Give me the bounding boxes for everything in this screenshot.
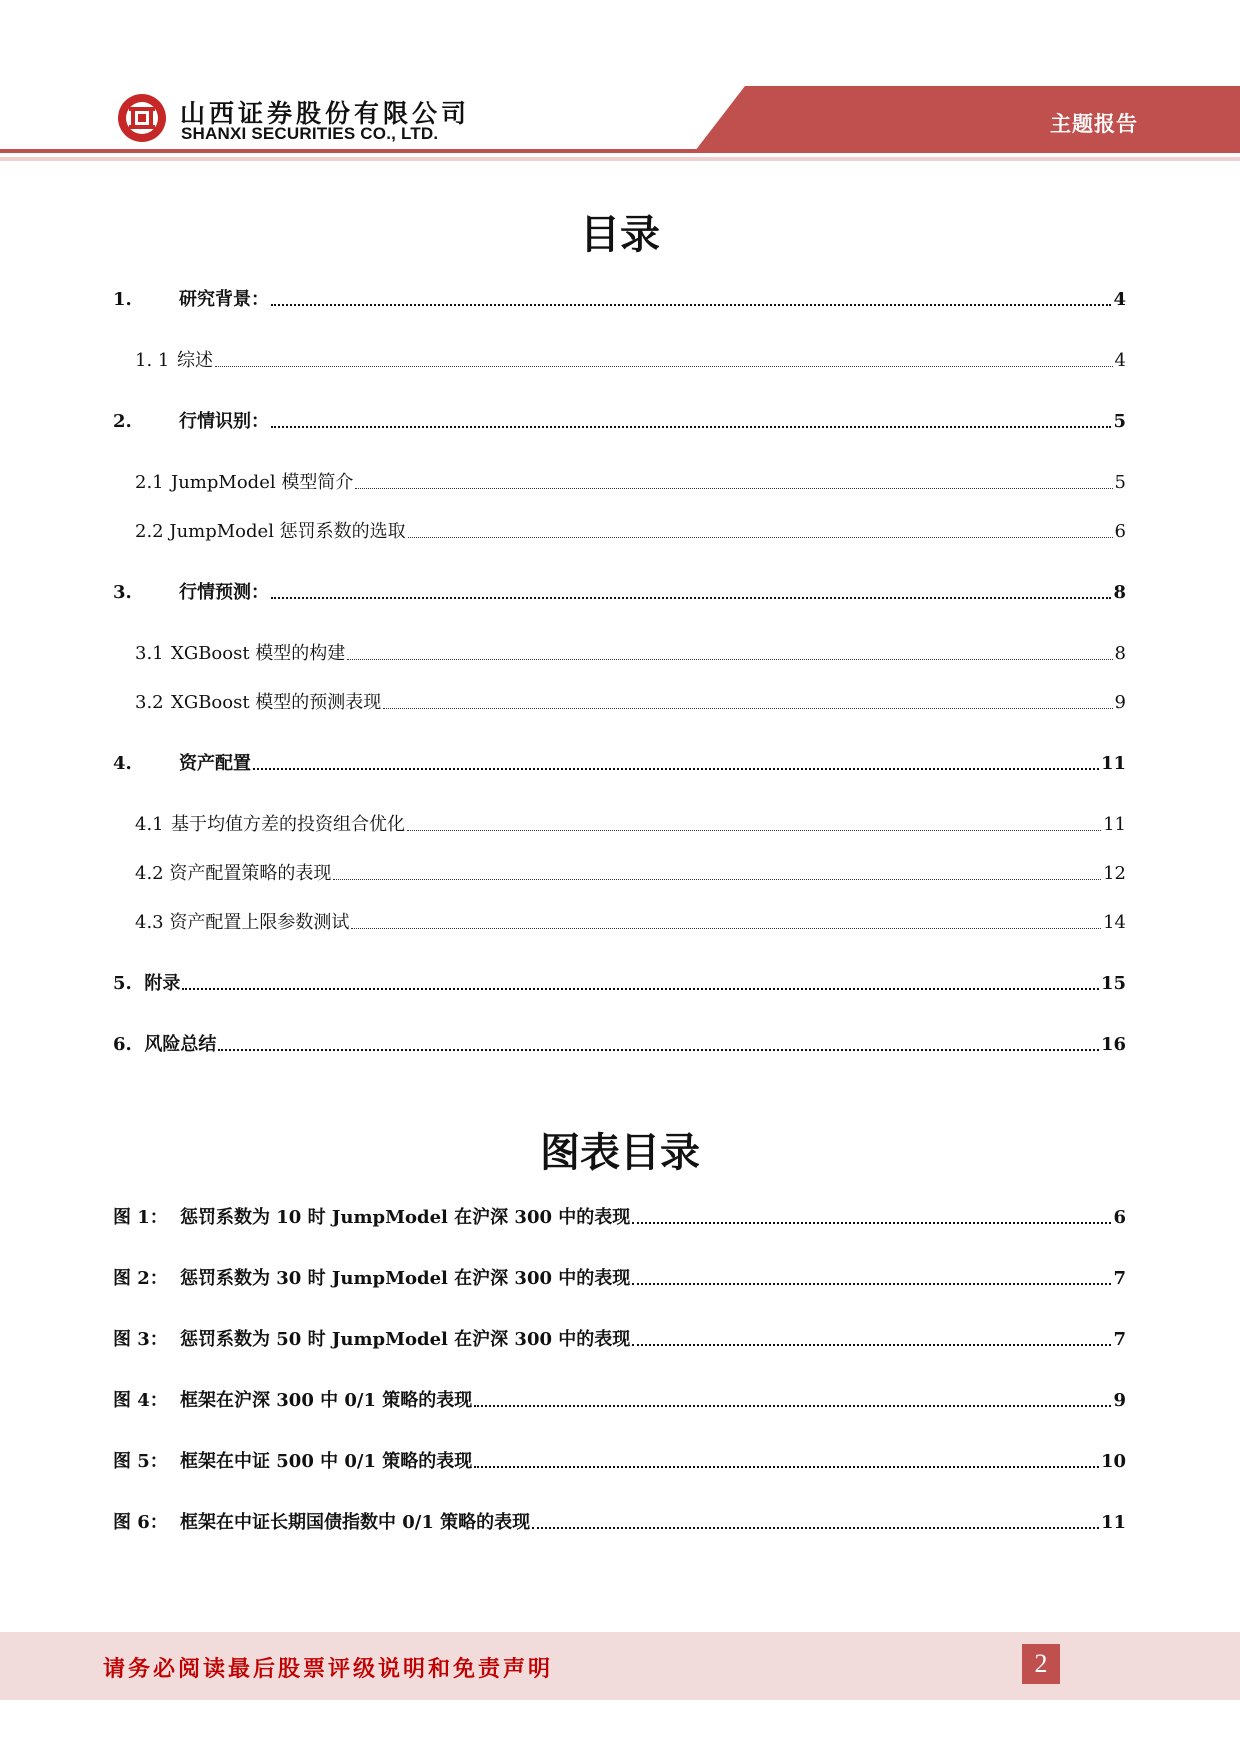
toc-entry-number: 2. bbox=[113, 411, 132, 432]
toc-entry[interactable] bbox=[135, 639, 1126, 665]
toc-entry-number: 3.1 bbox=[135, 643, 164, 664]
toc-entry-page: 8 bbox=[1114, 643, 1126, 664]
figure-entry-label: 图 2： bbox=[113, 1268, 168, 1289]
toc-leader bbox=[271, 426, 1111, 428]
figure-entry-title: 框架在沪深 300 中 0/1 策略的表现 bbox=[180, 1390, 473, 1411]
figure-entry-page: 10 bbox=[1100, 1451, 1126, 1472]
figure-entry[interactable] bbox=[113, 1325, 1126, 1351]
toc-entry-title: XGBoost 模型的预测表现 bbox=[171, 692, 382, 713]
figure-entry-page: 6 bbox=[1113, 1207, 1126, 1228]
toc-leader bbox=[218, 1049, 1099, 1051]
toc-entry-title: 研究背景： bbox=[179, 289, 269, 310]
toc-entry-page: 11 bbox=[1100, 753, 1126, 774]
toc-entry-title: 4.2 资产配置策略的表现 bbox=[135, 863, 332, 884]
toc-leader bbox=[408, 537, 1113, 538]
figure-entry[interactable] bbox=[113, 1447, 1126, 1473]
header-divider bbox=[0, 149, 1240, 153]
toc-leader bbox=[474, 1466, 1099, 1468]
toc-leader bbox=[215, 366, 1113, 367]
toc-entry[interactable] bbox=[113, 1030, 1126, 1056]
toc-leader bbox=[632, 1283, 1111, 1285]
toc-entry-number: 2.1 bbox=[135, 472, 164, 493]
company-name-cn: 山西证券股份有限公司 bbox=[180, 99, 471, 128]
figure-entry-title: 惩罚系数为 30 时 JumpModel 在沪深 300 中的表现 bbox=[180, 1268, 631, 1289]
figure-entry[interactable] bbox=[113, 1386, 1126, 1412]
figure-entry-page: 11 bbox=[1100, 1512, 1126, 1533]
toc-entry-title: 5. 附录 bbox=[113, 973, 181, 994]
toc-entry-number: 1. 1 bbox=[135, 350, 170, 371]
toc-entry[interactable] bbox=[135, 688, 1126, 714]
toc-leader bbox=[632, 1222, 1111, 1224]
figure-entry-label: 图 6： bbox=[113, 1512, 168, 1533]
toc-entry-page: 14 bbox=[1103, 912, 1126, 933]
toc-entry-title: 2.2 JumpModel 惩罚系数的选取 bbox=[135, 521, 406, 542]
toc-entry-title: 6. 风险总结 bbox=[113, 1034, 217, 1055]
report-type-label: 主题报告 bbox=[1050, 112, 1138, 136]
toc-leader bbox=[271, 597, 1111, 599]
toc-entry-page: 8 bbox=[1113, 582, 1126, 603]
toc-entry[interactable] bbox=[113, 969, 1126, 995]
page-number: 2 bbox=[1022, 1644, 1060, 1684]
toc-entry-title: 基于均值方差的投资组合优化 bbox=[171, 814, 405, 835]
toc-leader bbox=[355, 488, 1112, 489]
figure-entry-label: 图 1： bbox=[113, 1207, 168, 1228]
toc-leader bbox=[271, 304, 1111, 306]
header-divider-light bbox=[0, 157, 1240, 161]
figures-title: 图表目录 bbox=[540, 1130, 700, 1176]
figure-entry-label: 图 4： bbox=[113, 1390, 168, 1411]
toc-leader bbox=[532, 1527, 1099, 1529]
toc-entry[interactable] bbox=[135, 859, 1126, 885]
figure-entry-title: 惩罚系数为 10 时 JumpModel 在沪深 300 中的表现 bbox=[180, 1207, 631, 1228]
figure-entry-label: 图 5： bbox=[113, 1451, 168, 1472]
toc-leader bbox=[632, 1344, 1111, 1346]
toc-leader bbox=[351, 928, 1101, 929]
figure-entry-title: 惩罚系数为 50 时 JumpModel 在沪深 300 中的表现 bbox=[180, 1329, 631, 1350]
toc-entry-title: 行情识别： bbox=[179, 411, 269, 432]
figure-entry-title: 框架在中证长期国债指数中 0/1 策略的表现 bbox=[180, 1512, 531, 1533]
figure-entry-label: 图 3： bbox=[113, 1329, 168, 1350]
toc-leader bbox=[253, 768, 1099, 770]
toc-entry[interactable] bbox=[135, 346, 1126, 372]
toc-entry-number: 1. bbox=[113, 289, 132, 310]
toc-entry[interactable] bbox=[113, 285, 1126, 311]
toc-entry-page: 15 bbox=[1100, 973, 1126, 994]
toc-entry-page: 16 bbox=[1100, 1034, 1126, 1055]
toc-entry[interactable] bbox=[135, 908, 1126, 934]
toc-entry[interactable] bbox=[113, 407, 1126, 433]
toc-entry[interactable] bbox=[135, 468, 1126, 494]
toc-entry-page: 5 bbox=[1113, 411, 1126, 432]
toc-entry[interactable] bbox=[113, 578, 1126, 604]
toc-entry-number: 3. bbox=[113, 582, 132, 603]
toc-entry-page: 11 bbox=[1103, 814, 1126, 835]
toc-entry[interactable] bbox=[135, 810, 1126, 836]
toc-entry-page: 9 bbox=[1114, 692, 1126, 713]
figure-entry-page: 7 bbox=[1113, 1268, 1126, 1289]
disclaimer-notice[interactable]: 请务必阅读最后股票评级说明和免责声明 bbox=[103, 1656, 554, 1682]
figure-entry-page: 9 bbox=[1113, 1390, 1126, 1411]
toc-title: 目录 bbox=[580, 212, 660, 258]
toc-leader bbox=[333, 879, 1101, 880]
toc-entry-number: 4.1 bbox=[135, 814, 164, 835]
header-band bbox=[695, 86, 1240, 151]
figure-entry[interactable] bbox=[113, 1508, 1126, 1534]
toc-entry-title: 资产配置 bbox=[179, 753, 251, 774]
toc-leader bbox=[383, 708, 1112, 709]
toc-entry-page: 12 bbox=[1103, 863, 1126, 884]
toc-entry-title: 行情预测： bbox=[179, 582, 269, 603]
toc-entry[interactable] bbox=[113, 749, 1126, 775]
toc-entry-page: 5 bbox=[1114, 472, 1126, 493]
company-name-en: SHANXI SECURITIES CO., LTD. bbox=[181, 124, 439, 143]
company-logo-icon bbox=[116, 92, 168, 144]
toc-entry-title: JumpModel 模型简介 bbox=[171, 472, 354, 493]
toc-leader bbox=[182, 988, 1099, 990]
page-header bbox=[0, 0, 1240, 170]
toc-entry-title: XGBoost 模型的构建 bbox=[171, 643, 346, 664]
toc-entry-number: 3.2 bbox=[135, 692, 164, 713]
toc-entry-page: 4 bbox=[1113, 289, 1126, 310]
page-footer bbox=[0, 1632, 1240, 1700]
toc-leader bbox=[347, 659, 1112, 660]
toc-entry-title: 4.3 资产配置上限参数测试 bbox=[135, 912, 350, 933]
toc-leader bbox=[474, 1405, 1111, 1407]
figure-entry-page: 7 bbox=[1113, 1329, 1126, 1350]
figure-entry[interactable] bbox=[113, 1264, 1126, 1290]
toc-entry-page: 4 bbox=[1114, 350, 1126, 371]
toc-leader bbox=[407, 830, 1101, 831]
toc-entry[interactable] bbox=[135, 517, 1126, 543]
figure-entry-title: 框架在中证 500 中 0/1 策略的表现 bbox=[180, 1451, 473, 1472]
figure-entry[interactable] bbox=[113, 1203, 1126, 1229]
toc-entry-title: 综述 bbox=[177, 350, 213, 371]
toc-entry-number: 4. bbox=[113, 753, 132, 774]
toc-entry-page: 6 bbox=[1114, 521, 1126, 542]
